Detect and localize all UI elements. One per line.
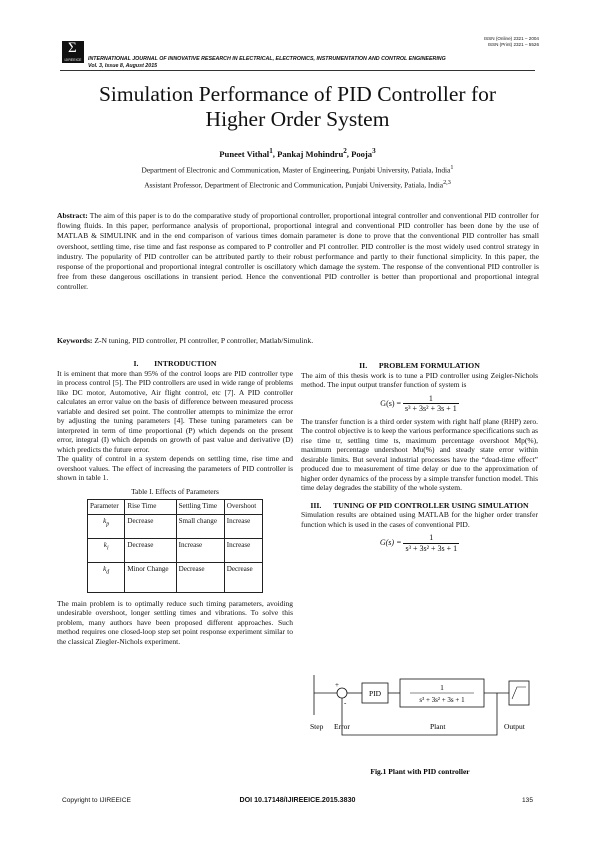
journal-logo (62, 41, 84, 63)
section-3-heading (301, 501, 538, 511)
table-cell: Increase (224, 538, 262, 562)
section-3-title: TUNING OF PID CONTROLLER USING SIMULATION (333, 500, 529, 510)
section-2-number: II. (359, 361, 368, 370)
param-symbol: k (103, 540, 107, 549)
authors (60, 147, 535, 159)
tf1-fraction (403, 394, 459, 414)
section-1-number: I. (133, 359, 139, 368)
abstract (57, 211, 539, 293)
affiliation-1 (60, 165, 535, 174)
abstract-label: Abstract: (57, 211, 88, 220)
table-cell: Decrease (125, 538, 176, 562)
section-1-paragraph-2: The quality of control in a system depends on settling time, rise time and overshoot values. The effect of increasing the parameters of PID controller is shown in table 1. (57, 454, 293, 482)
footer-doi: DOI 10.17148/IJIREEICE.2015.3830 (239, 796, 356, 804)
block-diagram-figure (304, 671, 536, 781)
author-sep: , (272, 148, 278, 159)
table-cell-parameter (88, 538, 125, 562)
table-row (88, 562, 263, 592)
label-step: Step (310, 722, 324, 731)
author-1-sup: 1 (269, 147, 273, 155)
paper-title (60, 82, 535, 132)
section-1-heading (57, 359, 293, 369)
param-symbol: k (103, 516, 107, 525)
author-2-sup: 2 (343, 147, 347, 155)
plant-denominator: s³ + 3s² + 3s + 1 (419, 696, 465, 704)
table-1 (87, 499, 263, 593)
author-3: Pooja (351, 148, 373, 159)
table-header-cell: Settling Time (176, 500, 224, 515)
journal-volume: Vol. 3, Issue 8, August 2015 (88, 62, 158, 69)
table-cell: Small change (176, 514, 224, 538)
label-error: Error (334, 722, 350, 731)
keywords-text: Z-N tuning, PID controller, PI controller, P controller, Matlab/Simulink. (92, 336, 314, 345)
label-plant: Plant (430, 722, 446, 731)
plus-sign: + (335, 681, 339, 689)
section-2-paragraph-2: The transfer function is a third order system with right half plane (RHP) zero. The control objective is to keep the various performance specifications such as rise time tr, settling time ts, maximum percentage overshoot Mp(%), maximum percentage undershoot Mu(%) and steady state error within desirable limits. But several industrial processes have the “dead-time effect” produced due to measurement of time delay or due to the approximation of higher order dynamics of the process by a simple transfer function model. This time delay degrades the stability of the whole system. (301, 416, 538, 492)
table-row (88, 514, 263, 538)
minus-sign: - (344, 699, 347, 707)
issn-print: ISSN (Print) 2321 – 5526 (487, 42, 539, 47)
section-2-title: PROBLEM FORMULATION (378, 361, 480, 370)
section-2-paragraph-1: The aim of this thesis work is to tune a PID controller using Zeigler-Nichols method. The input output transfer function of system is (301, 370, 538, 389)
transfer-function-1 (301, 394, 538, 414)
section-2-heading (301, 361, 538, 371)
summing-junction-icon (337, 688, 347, 698)
table-header-cell: Parameter (88, 500, 125, 515)
tf2-numerator: 1 (403, 533, 459, 544)
label-output: Output (504, 722, 525, 731)
affiliation-2 (60, 180, 535, 189)
title-line-2: Higher Order System (205, 107, 390, 131)
transfer-function-2 (301, 533, 538, 553)
affiliation-1-sup: 1 (450, 165, 454, 171)
scope-trace-icon (512, 687, 526, 699)
author-1: Puneet Vithal (219, 148, 270, 159)
tf1-numerator: 1 (403, 394, 459, 405)
table-cell: Minor Change (125, 562, 176, 592)
title-line-1: Simulation Performance of PID Controller for (98, 82, 497, 106)
table-cell: Increase (176, 538, 224, 562)
param-subscript: p (106, 521, 110, 527)
table-cell-parameter (88, 514, 125, 538)
sigma-icon: Σ (68, 40, 77, 56)
table-row (88, 538, 263, 562)
section-1-paragraph-3: The main problem is to optimally reduce such timing parameters, avoiding undesirable overshoot, longer settling times and vibrations. To solve this problem, many authors have been proposed different approaches. Such method requires one closed-loop step set point response experiment similar to the classical Ziegler-Nichols experiment. (57, 598, 293, 646)
tf1-lhs: G(s) = (380, 398, 404, 408)
section-3-number: III. (310, 500, 322, 510)
affiliation-2-text: Assistant Professor, Department of Electronic and Communication, Punjabi University, Patiala, India (144, 180, 444, 190)
figure-1-caption: Fig.1 Plant with PID controller (370, 767, 470, 776)
table-header-cell: Rise Time (125, 500, 176, 515)
abstract-text: The aim of this paper is to do the comparative study of proportional controller, proportional integral controller and conventional PID controller for flowing fluids. In this paper, performance analysis of proportional, proportional integral and conventional PID controller has been done by the use of MATLAB & SIMULINK and in the end comparison of various times domain parameter is done to prove that the conventional PID controller has small overshoot, settling time, rise time and fast response as compared to P controller and PI controller. PID controller is the most widely used control strategy in industry. The popularity of PID controller can be attributed partly to their robust performance and partly to their functional simplicity. In this paper, the response of the proportional and proportional integral controller is oscillatory which damage the system. The response of the conventional PID controller is free from these dangerous oscillations in transient period. Hence the conventional PID controller is better than proportional and proportional integral controller. (57, 211, 539, 292)
table-cell: Decrease (176, 562, 224, 592)
footer-copyright: Copyright to IJIREEICE (62, 797, 131, 804)
plant-numerator: 1 (440, 683, 444, 692)
scope-block-icon (509, 681, 529, 705)
affiliation-2-sup: 2,3 (443, 180, 451, 186)
author-2: Pankaj Mohindru (277, 148, 344, 159)
section-1-title: INTRODUCTION (154, 359, 217, 368)
journal-name: INTERNATIONAL JOURNAL OF INNOVATIVE RESEARCH IN ELECTRICAL, ELECTRONICS, INSTRUMENTATION AND CONTROL ENGINEERING (88, 56, 446, 62)
tf2-denominator: s³ + 3s² + 3s + 1 (405, 543, 458, 553)
issn-block (484, 36, 539, 48)
tf2-fraction (403, 533, 459, 553)
section-3-paragraph-1: Simulation results are obtained using MATLAB for the higher order transfer function which is used in the cases of conventional PID. (301, 510, 538, 529)
pid-label: PID (368, 689, 382, 698)
table-cell-parameter (88, 562, 125, 592)
journal-header (88, 56, 446, 69)
table-1-caption: Table I. Effects of Parameters (131, 486, 219, 496)
tf2-lhs: G(s) = (379, 537, 404, 547)
table-cell: Increase (224, 514, 262, 538)
right-column (301, 359, 538, 556)
affiliation-1-text: Department of Electronic and Communication, Master of Engineering, Punjabi University, Patiala, India (141, 165, 451, 175)
param-subscript: d (106, 569, 110, 575)
author-3-sup: 3 (372, 147, 376, 155)
page-number: 135 (521, 797, 533, 804)
table-header-row (88, 500, 263, 515)
author-sep: , (346, 148, 352, 159)
keywords-label: Keywords: (57, 336, 93, 345)
param-symbol: k (103, 564, 107, 573)
section-1-paragraph-1: It is eminent that more than 95% of the control loops are PID controller type in process control [5]. The PID controllers are used in wide range of problems like DC motor, Automotive, Air flight control, etc [7]. A PID controller calculates an error value on the basis of difference between measured process variable and desired set point. The controller attempts to minimize the error by adjusting the tuning parameters [4]. These tuning parameters can be interpreted in term of time proportional (P) which depends on the present error, integral (I) which depends on growth of past value and derivative (D) which predicts the future error. (57, 368, 293, 454)
logo-text: IJIREEICE (64, 58, 82, 62)
table-header-cell: Overshoot (224, 500, 262, 515)
table-cell: Decrease (224, 562, 262, 592)
table-cell: Decrease (125, 514, 176, 538)
keywords (57, 336, 539, 346)
issn-online: ISSN (Online) 2321 – 2004 (483, 36, 539, 41)
header-divider (60, 70, 535, 71)
left-column (57, 359, 293, 646)
tf1-denominator: s³ + 3s² + 3s + 1 (405, 404, 457, 413)
param-subscript: i (106, 545, 109, 551)
